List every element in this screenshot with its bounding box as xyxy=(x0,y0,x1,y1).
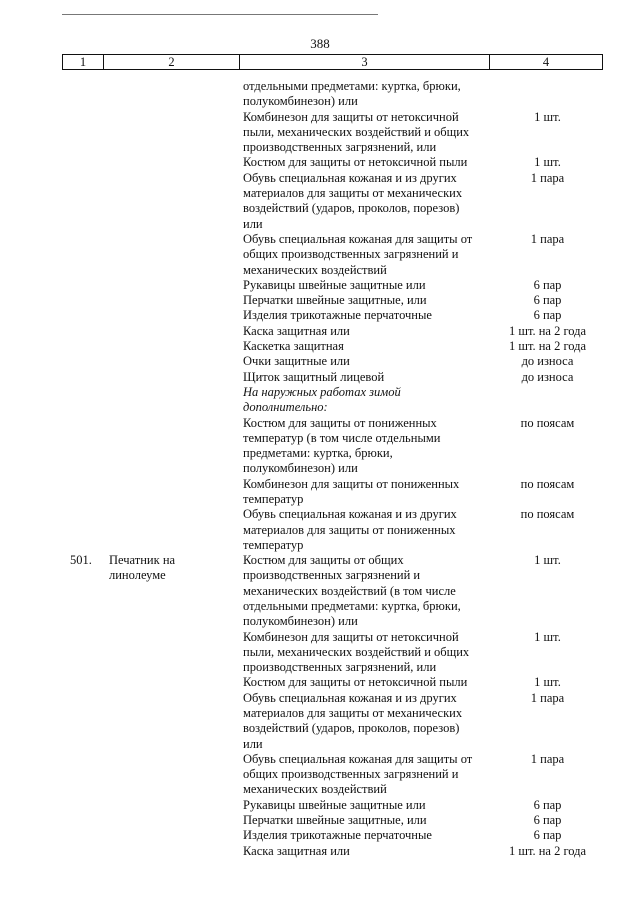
entry-501-items xyxy=(0,553,640,859)
item-quantity: 6 пар xyxy=(533,308,562,323)
table-row xyxy=(0,79,640,110)
item-description xyxy=(243,155,491,170)
description-line: воздействий (ударов, проколов, порезов) xyxy=(243,721,460,736)
header-col-4: 4 xyxy=(542,55,550,69)
description-line: Каска защитная или xyxy=(243,843,350,858)
header-col-1: 1 xyxy=(63,55,104,69)
item-description xyxy=(243,507,491,553)
description-line: Костюм для защиты от пониженных xyxy=(243,415,437,430)
description-line: материалов для защиты от пониженных xyxy=(243,522,456,537)
item-description xyxy=(243,844,491,859)
item-quantity: 6 пар xyxy=(533,277,562,292)
item-description xyxy=(243,370,491,385)
description-line: механических воздействий (в том числе xyxy=(243,583,456,598)
description-line: Перчатки швейные защитные, или xyxy=(243,293,427,308)
item-quantity: 1 пара xyxy=(530,690,565,705)
entry-501 xyxy=(0,553,640,859)
header-col-2: 2 xyxy=(104,55,240,69)
table-row xyxy=(0,370,640,385)
item-description xyxy=(243,813,491,828)
item-description xyxy=(243,675,491,690)
description-line: пыли, механических воздействий и общих xyxy=(243,644,470,659)
profession-line: линолеуме xyxy=(109,568,166,582)
table-row xyxy=(0,813,640,828)
item-quantity: 1 шт. xyxy=(534,553,561,567)
item-quantity: 1 пара xyxy=(530,231,565,246)
table-row xyxy=(0,416,640,477)
description-line: пыли, механических воздействий и общих xyxy=(243,124,470,139)
table-row xyxy=(0,553,640,630)
table-row xyxy=(0,477,640,508)
description-line: Обувь специальная кожаная и из других xyxy=(243,690,457,705)
header-col-3: 3 xyxy=(240,55,490,69)
description-line: общих производственных загрязнений и xyxy=(243,247,459,262)
description-line: Костюм для защиты от нетоксичной пыли xyxy=(243,155,468,170)
description-line: Обувь специальная кожаная для защиты от xyxy=(243,231,473,246)
description-line: воздействий (ударов, проколов, порезов) xyxy=(243,201,460,216)
description-line: материалов для защиты от механических xyxy=(243,705,463,720)
description-line: общих производственных загрязнений и xyxy=(243,767,459,782)
item-quantity: по поясам xyxy=(520,476,575,491)
item-description xyxy=(243,79,491,110)
description-line: Перчатки швейные защитные, или xyxy=(243,813,427,828)
description-line: производственных загрязнений, или xyxy=(243,140,437,155)
item-description xyxy=(243,354,491,369)
description-line: полукомбинезон) или xyxy=(243,94,358,109)
item-quantity: до износа xyxy=(521,369,574,384)
table-row xyxy=(0,691,640,752)
description-line: температур (в том числе отдельными xyxy=(243,430,441,445)
item-description xyxy=(243,385,491,416)
description-line: температур xyxy=(243,537,304,552)
description-line: Каска защитная или xyxy=(243,323,350,338)
item-description xyxy=(243,477,491,508)
item-quantity: 6 пар xyxy=(533,293,562,308)
item-quantity: по поясам xyxy=(520,415,575,430)
item-quantity: до износа xyxy=(521,354,574,369)
description-line: Щиток защитный лицевой xyxy=(243,369,385,384)
table-row xyxy=(0,232,640,278)
table-row xyxy=(0,354,640,369)
item-description xyxy=(243,324,491,339)
table-row xyxy=(0,675,640,690)
description-line: Костюм для защиты от нетоксичной пыли xyxy=(243,675,468,690)
table-row xyxy=(0,324,640,339)
table-row xyxy=(0,293,640,308)
table-row xyxy=(0,308,640,323)
table-row xyxy=(0,798,640,813)
description-line: Изделия трикотажные перчаточные xyxy=(243,308,432,323)
table-row xyxy=(0,507,640,553)
description-line: отдельными предметами: куртка, брюки, xyxy=(243,79,461,93)
description-line: предметами: куртка, брюки, xyxy=(243,446,393,461)
item-quantity: 6 пар xyxy=(533,797,562,812)
description-line: Каскетка защитная xyxy=(243,339,344,354)
description-line: Обувь специальная кожаная для защиты от xyxy=(243,751,473,766)
description-line: На наружных работах зимой xyxy=(243,384,401,399)
item-description xyxy=(243,339,491,354)
item-description xyxy=(243,278,491,293)
item-description xyxy=(243,110,491,156)
description-line: механических воздействий xyxy=(243,782,387,797)
table-row xyxy=(0,385,640,416)
item-quantity: по поясам xyxy=(520,507,575,522)
table-row xyxy=(0,844,640,859)
item-description xyxy=(243,308,491,323)
item-quantity: 1 шт. xyxy=(534,109,561,124)
description-line: материалов для защиты от механических xyxy=(243,186,463,201)
item-description xyxy=(243,828,491,843)
item-description xyxy=(243,232,491,278)
description-line: Обувь специальная кожаная и из других xyxy=(243,170,457,185)
table-row xyxy=(0,155,640,170)
table-row xyxy=(0,630,640,676)
description-line: Комбинезон для защиты от нетоксичной xyxy=(243,109,459,124)
item-quantity: 1 шт. на 2 года xyxy=(508,323,587,338)
item-quantity: 1 шт. xyxy=(534,675,561,690)
description-line: или xyxy=(243,216,263,231)
item-description xyxy=(243,752,491,798)
description-line: механических воздействий xyxy=(243,262,387,277)
description-line: производственных загрязнений, или xyxy=(243,660,437,675)
description-line: Очки защитные или xyxy=(243,354,350,369)
table-row xyxy=(0,339,640,354)
description-line: дополнительно: xyxy=(243,400,328,415)
item-description xyxy=(243,293,491,308)
item-quantity: 1 шт. на 2 года xyxy=(508,843,587,858)
item-description xyxy=(243,630,491,676)
table-row xyxy=(0,110,640,156)
item-quantity: 6 пар xyxy=(533,828,562,843)
profession-line: Печатник на xyxy=(109,553,176,567)
item-quantity: 1 шт. на 2 года xyxy=(508,339,587,354)
page-number: 388 xyxy=(310,36,330,51)
table-row xyxy=(0,278,640,293)
description-line: отдельными предметами: куртка, брюки, xyxy=(243,598,461,613)
item-quantity: 1 пара xyxy=(530,751,565,766)
item-quantity: 1 шт. xyxy=(534,629,561,644)
item-quantity: 6 пар xyxy=(533,813,562,828)
item-description xyxy=(243,798,491,813)
top-rule xyxy=(62,14,378,15)
item-quantity: 1 шт. xyxy=(534,155,561,170)
description-line: Рукавицы швейные защитные или xyxy=(243,277,426,292)
description-line: Костюм для защиты от общих xyxy=(243,553,404,567)
item-description xyxy=(243,553,491,629)
item-description xyxy=(243,171,491,232)
table-header-row xyxy=(62,54,603,70)
description-line: Обувь специальная кожаная и из других xyxy=(243,507,457,522)
description-line: полукомбинезон) или xyxy=(243,461,358,476)
description-line: Комбинезон для защиты от нетоксичной xyxy=(243,629,459,644)
item-quantity: 1 пара xyxy=(530,170,565,185)
continued-items-block xyxy=(0,79,640,553)
description-line: полукомбинезон) или xyxy=(243,614,358,629)
table-row xyxy=(0,828,640,843)
table-row xyxy=(0,171,640,232)
description-line: или xyxy=(243,736,263,751)
description-line: температур xyxy=(243,492,304,507)
table-row xyxy=(0,752,640,798)
entry-number: 501. xyxy=(70,553,92,567)
description-line: производственных загрязнений и xyxy=(243,568,421,583)
description-line: Комбинезон для защиты от пониженных xyxy=(243,476,460,491)
description-line: Рукавицы швейные защитные или xyxy=(243,797,426,812)
item-description xyxy=(243,416,491,477)
description-line: Изделия трикотажные перчаточные xyxy=(243,828,432,843)
item-description xyxy=(243,691,491,752)
